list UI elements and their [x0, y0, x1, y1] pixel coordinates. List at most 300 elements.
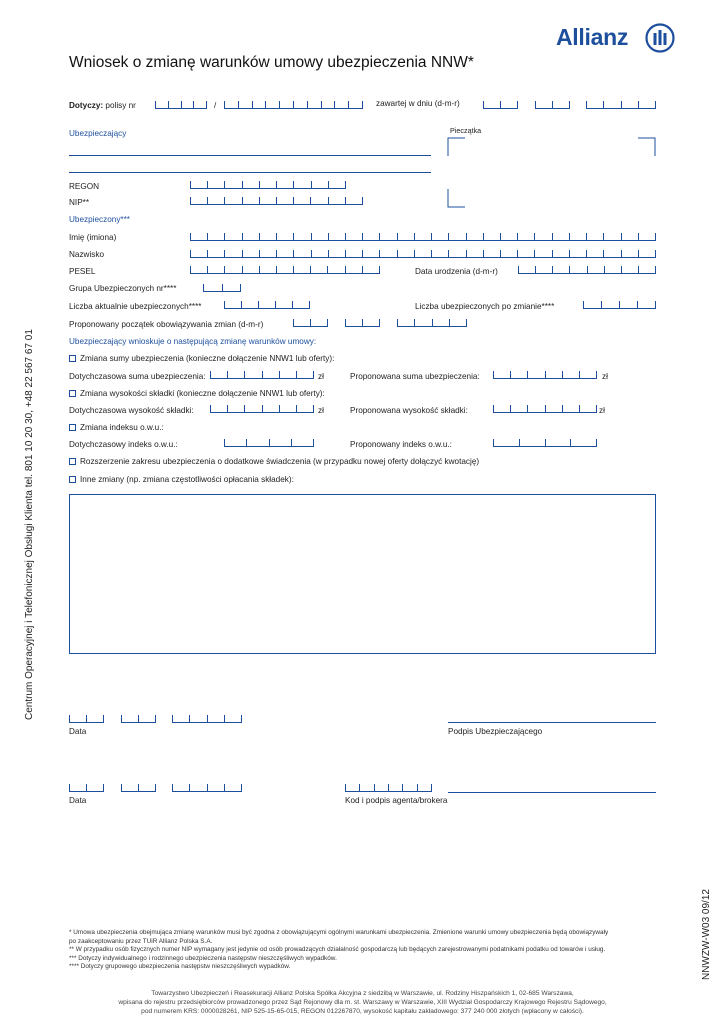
cell-divider: [552, 266, 553, 273]
cell-divider: [155, 101, 156, 108]
cell-divider: [603, 101, 604, 108]
cell-divider: [190, 181, 191, 188]
cell-divider: [246, 439, 247, 446]
cell-divider: [655, 250, 656, 257]
cell-divider: [259, 233, 260, 240]
index-current-field[interactable]: [224, 440, 314, 447]
cell-divider: [224, 181, 225, 188]
cell-divider: [269, 439, 270, 446]
cell-divider: [327, 266, 328, 273]
cell-divider: [586, 233, 587, 240]
footnotes: [69, 929, 608, 972]
cell-divider: [535, 101, 536, 108]
cell-divider: [207, 233, 208, 240]
cell-divider: [569, 233, 570, 240]
company-footer: [69, 989, 656, 1016]
stamp-label: Pieczątka: [450, 126, 482, 135]
cell-divider: [207, 197, 208, 204]
cell-divider: [448, 250, 449, 257]
cell-divider: [311, 181, 312, 188]
cell-divider: [121, 715, 122, 722]
cell-divider: [69, 715, 70, 722]
cell-divider: [291, 439, 292, 446]
current-count-field[interactable]: [224, 302, 310, 309]
cell-divider: [621, 266, 622, 273]
footnote-1-cont: po zaakceptowaniu przez TUiR Allianz Polska S.A.: [69, 937, 213, 945]
cell-divider: [362, 101, 363, 108]
cell-divider: [518, 266, 519, 273]
cell-divider: [621, 250, 622, 257]
cell-divider: [244, 405, 245, 412]
agent-signature-line[interactable]: [448, 792, 656, 793]
cell-divider: [579, 371, 580, 378]
cell-divider: [276, 181, 277, 188]
cell-divider: [500, 101, 501, 108]
pesel-label: PESEL: [69, 267, 96, 276]
cell-divider: [224, 301, 225, 308]
cell-divider: [500, 233, 501, 240]
cell-divider: [279, 371, 280, 378]
cell-divider: [402, 784, 403, 791]
nip-field[interactable]: [190, 198, 363, 205]
cell-divider: [527, 371, 528, 378]
company-footer-line-1: Towarzystwo Ubezpieczeń i Reasekuracji Allianz Polska Spółka Akcyjna z siedzibą w Warszawie, ul. Rodziny Hiszpańskich 1, 02-685 Warszawa,: [151, 990, 574, 997]
footnote-4: **** Dotyczy grupowego ubezpieczenia następstw nieszczęśliwych wypadków.: [69, 963, 291, 971]
form-code: NNWZW-W03 09/12: [701, 889, 712, 980]
cell-divider: [190, 233, 191, 240]
cell-divider: [242, 250, 243, 257]
stamp-area[interactable]: [447, 137, 657, 209]
cell-divider: [207, 266, 208, 273]
cell-divider: [417, 784, 418, 791]
cell-divider: [414, 319, 415, 326]
cell-divider: [638, 233, 639, 240]
cell-divider: [345, 181, 346, 188]
start-date-month-field[interactable]: [345, 320, 380, 327]
cell-divider: [292, 301, 293, 308]
cell-divider: [227, 405, 228, 412]
cell-divider: [313, 439, 314, 446]
cell-divider: [103, 715, 104, 722]
cell-divider: [190, 197, 191, 204]
premium-new-field[interactable]: [493, 406, 597, 413]
insured-heading: Ubezpieczony***: [69, 215, 130, 224]
cell-divider: [296, 371, 297, 378]
cell-divider: [345, 250, 346, 257]
cell-divider: [517, 101, 518, 108]
cell-divider: [190, 250, 191, 257]
start-date-day-field[interactable]: [293, 320, 328, 327]
cell-divider: [362, 233, 363, 240]
cell-divider: [190, 266, 191, 273]
agent-code-label: Kod i podpis agenta/brokera: [345, 796, 448, 805]
cell-divider: [562, 405, 563, 412]
cell-divider: [238, 101, 239, 108]
cell-divider: [604, 266, 605, 273]
other-changes-checkbox[interactable]: [69, 476, 76, 483]
cell-divider: [534, 233, 535, 240]
count-after-field[interactable]: [583, 302, 656, 309]
insurer-name-line-1[interactable]: [69, 155, 431, 156]
cell-divider: [449, 319, 450, 326]
cell-divider: [519, 439, 520, 446]
cell-divider: [103, 784, 104, 791]
cell-divider: [293, 250, 294, 257]
cell-divider: [259, 181, 260, 188]
cell-divider: [448, 233, 449, 240]
cell-divider: [293, 319, 294, 326]
cell-divider: [534, 250, 535, 257]
cell-divider: [493, 371, 494, 378]
brand-name: Allianz: [556, 24, 629, 50]
sum-new-label: Proponowana suma ubezpieczenia:: [350, 372, 480, 381]
cell-divider: [637, 301, 638, 308]
cell-divider: [345, 319, 346, 326]
cell-divider: [279, 101, 280, 108]
sign-date-1-label: Data: [69, 727, 87, 736]
cell-divider: [374, 784, 375, 791]
footnote-3: *** Dotyczy indywidualnego i rodzinnego ubezpieczenia następstw nieszczęśliwych wypadków.: [69, 954, 337, 962]
first-name-field[interactable]: [190, 234, 656, 241]
index-new-label: Proponowany indeks o.w.u.:: [350, 440, 452, 449]
cell-divider: [224, 715, 225, 722]
cell-divider: [466, 233, 467, 240]
company-footer-line-2: wpisana do rejestru przedsiębiorców prowadzonego przez Sąd Rejonowy dla m. st. Warszawy w Warszawie, XIII Wydział Gospodarczy Krajowego Rejestru Sądowego,: [118, 999, 607, 1006]
cell-divider: [224, 784, 225, 791]
cell-divider: [328, 181, 329, 188]
cell-divider: [328, 197, 329, 204]
cell-divider: [655, 266, 656, 273]
cell-divider: [587, 266, 588, 273]
cell-divider: [431, 233, 432, 240]
cell-divider: [210, 405, 211, 412]
cell-divider: [379, 266, 380, 273]
sum-new-field[interactable]: [493, 372, 597, 379]
cell-divider: [414, 233, 415, 240]
cell-divider: [328, 250, 329, 257]
cell-divider: [293, 266, 294, 273]
premium-new-currency: zł: [599, 406, 605, 415]
cell-divider: [309, 301, 310, 308]
cell-divider: [310, 197, 311, 204]
footnote-1: * Umowa ubezpieczenia obejmująca zmianę warunków musi być zgodna z obowiązującymi ogólnymi warunkami ubezpieczenia. Zmienione warunki umowy ubezpieczenia będą obowiązywały: [69, 929, 609, 936]
cell-divider: [483, 233, 484, 240]
insurer-signature-label: Podpis Ubezpieczającego: [448, 727, 543, 736]
cell-divider: [655, 101, 656, 108]
cell-divider: [86, 784, 87, 791]
cell-divider: [321, 101, 322, 108]
cell-divider: [638, 250, 639, 257]
index-change-checkbox[interactable]: [69, 424, 76, 431]
premium-current-currency: zł: [318, 406, 324, 415]
cell-divider: [586, 250, 587, 257]
cell-divider: [189, 784, 190, 791]
cell-divider: [244, 371, 245, 378]
start-date-label: Proponowany początek obowiązywania zmian (d-m-r): [69, 320, 264, 329]
index-new-field[interactable]: [493, 440, 597, 447]
sign-date-1-year-field[interactable]: [172, 716, 242, 723]
cell-divider: [517, 250, 518, 257]
cell-divider: [259, 266, 260, 273]
cell-divider: [397, 250, 398, 257]
cell-divider: [224, 101, 225, 108]
cell-divider: [638, 101, 639, 108]
policy-date-month-field[interactable]: [535, 102, 570, 109]
cell-divider: [552, 250, 553, 257]
allianz-eagle-icon: [645, 23, 675, 53]
cell-divider: [242, 266, 243, 273]
nip-label: NIP**: [69, 198, 90, 207]
sign-date-1-month-field[interactable]: [121, 716, 156, 723]
cell-divider: [242, 233, 243, 240]
cell-divider: [362, 319, 363, 326]
cell-divider: [258, 301, 259, 308]
cell-divider: [362, 266, 363, 273]
cell-divider: [69, 784, 70, 791]
cell-divider: [510, 371, 511, 378]
other-changes-textarea[interactable]: [69, 494, 656, 654]
cell-divider: [570, 439, 571, 446]
premium-change-checkbox[interactable]: [69, 390, 76, 397]
cell-divider: [241, 301, 242, 308]
cell-divider: [168, 101, 169, 108]
cell-divider: [431, 250, 432, 257]
cell-divider: [328, 233, 329, 240]
cell-divider: [345, 784, 346, 791]
cell-divider: [207, 250, 208, 257]
sign-date-2-month-field[interactable]: [121, 785, 156, 792]
cell-divider: [138, 715, 139, 722]
cell-divider: [313, 405, 314, 412]
cell-divider: [242, 197, 243, 204]
cell-divider: [596, 439, 597, 446]
cell-divider: [241, 715, 242, 722]
cell-divider: [493, 405, 494, 412]
cell-divider: [210, 371, 211, 378]
cell-divider: [224, 233, 225, 240]
current-count-label: Liczba aktualnie ubezpieczonych****: [69, 302, 202, 311]
cell-divider: [334, 101, 335, 108]
cell-divider: [265, 101, 266, 108]
cell-divider: [569, 101, 570, 108]
index-change-option[interactable]: Zmiana indeksu o.w.u.:: [69, 423, 164, 433]
count-after-label: Liczba ubezpieczonych po zmianie****: [415, 302, 555, 311]
company-footer-line-3: pod numerem KRS: 0000028261, NIP 525-15-65-015, REGON 012267870, wysokość kapitału zakładowego: 377 240 000 złotych (wpłacony w całości).: [141, 1008, 584, 1015]
cell-divider: [327, 319, 328, 326]
cell-divider: [362, 197, 363, 204]
cell-divider: [155, 715, 156, 722]
cell-divider: [203, 284, 204, 291]
index-current-label: Dotychczasowy indeks o.w.u.:: [69, 440, 178, 449]
insurer-heading: Ubezpieczający: [69, 129, 127, 138]
sign-date-2-label: Data: [69, 796, 87, 805]
cell-divider: [583, 301, 584, 308]
cell-divider: [569, 250, 570, 257]
cell-divider: [307, 101, 308, 108]
start-date-year-field[interactable]: [397, 320, 467, 327]
policy-number-field[interactable]: [224, 102, 363, 109]
regon-label: REGON: [69, 182, 100, 191]
cell-divider: [224, 197, 225, 204]
cell-divider: [193, 101, 194, 108]
policy-date-day-field[interactable]: [483, 102, 518, 109]
premium-new-label: Proponowana wysokość składki:: [350, 406, 468, 415]
sign-date-2-year-field[interactable]: [172, 785, 242, 792]
cell-divider: [601, 301, 602, 308]
cell-divider: [262, 405, 263, 412]
cell-divider: [224, 250, 225, 257]
cell-divider: [121, 784, 122, 791]
cell-divider: [621, 101, 622, 108]
cell-divider: [359, 784, 360, 791]
cell-divider: [562, 371, 563, 378]
premium-current-label: Dotychczasowa wysokość składki:: [69, 406, 194, 415]
cell-divider: [388, 784, 389, 791]
cell-divider: [621, 233, 622, 240]
insurer-signature-line[interactable]: [448, 722, 656, 723]
cell-divider: [579, 405, 580, 412]
cell-divider: [414, 250, 415, 257]
cell-divider: [638, 266, 639, 273]
cell-divider: [293, 197, 294, 204]
cell-divider: [545, 371, 546, 378]
brand-logo: [556, 24, 628, 51]
cell-divider: [293, 233, 294, 240]
cell-divider: [276, 266, 277, 273]
cell-divider: [493, 439, 494, 446]
cell-divider: [240, 284, 241, 291]
cell-divider: [206, 101, 207, 108]
policy-slash: /: [214, 101, 217, 110]
cell-divider: [293, 101, 294, 108]
cell-divider: [431, 784, 432, 791]
cell-divider: [379, 250, 380, 257]
cell-divider: [262, 371, 263, 378]
birth-date-field[interactable]: [518, 267, 656, 274]
cell-divider: [207, 715, 208, 722]
cell-divider: [276, 197, 277, 204]
cell-divider: [311, 233, 312, 240]
sum-current-currency: zł: [318, 372, 324, 381]
group-label: Grupa Ubezpieczonych nr****: [69, 284, 177, 293]
cell-divider: [252, 101, 253, 108]
cell-divider: [207, 181, 208, 188]
cell-divider: [545, 405, 546, 412]
cell-divider: [207, 784, 208, 791]
insurer-name-line-2[interactable]: [69, 172, 431, 173]
cell-divider: [224, 266, 225, 273]
sum-change-checkbox[interactable]: [69, 355, 76, 362]
cell-divider: [379, 319, 380, 326]
cell-divider: [275, 301, 276, 308]
cell-divider: [241, 784, 242, 791]
cell-divider: [86, 715, 87, 722]
cell-divider: [379, 233, 380, 240]
cell-divider: [259, 250, 260, 257]
cell-divider: [296, 405, 297, 412]
cell-divider: [138, 784, 139, 791]
group-field[interactable]: [203, 285, 241, 292]
cell-divider: [432, 319, 433, 326]
cell-divider: [172, 715, 173, 722]
birth-date-label: Data urodzenia (d-m-r): [415, 267, 498, 276]
cell-divider: [348, 101, 349, 108]
cell-divider: [276, 233, 277, 240]
extension-option[interactable]: Rozszerzenie zakresu ubezpieczenia o dodatkowe świadczenia (w przypadku nowej oferty dołączyć kwotację): [69, 457, 479, 467]
cell-divider: [155, 784, 156, 791]
cell-divider: [172, 784, 173, 791]
cell-divider: [362, 250, 363, 257]
cell-divider: [483, 101, 484, 108]
cell-divider: [655, 233, 656, 240]
cell-divider: [310, 266, 311, 273]
sum-current-field[interactable]: [210, 372, 314, 379]
last-name-label: Nazwisko: [69, 250, 105, 259]
cell-divider: [293, 181, 294, 188]
cell-divider: [279, 405, 280, 412]
cell-divider: [345, 233, 346, 240]
cell-divider: [259, 197, 260, 204]
regon-field[interactable]: [190, 182, 346, 189]
cell-divider: [397, 233, 398, 240]
cell-divider: [596, 371, 597, 378]
cell-divider: [655, 301, 656, 308]
cell-divider: [619, 301, 620, 308]
cell-divider: [466, 319, 467, 326]
sign-date-1-day-field[interactable]: [69, 716, 104, 723]
cell-divider: [189, 715, 190, 722]
cell-divider: [313, 371, 314, 378]
cell-divider: [345, 197, 346, 204]
cell-divider: [227, 371, 228, 378]
last-name-field[interactable]: [190, 251, 656, 258]
policy-label: Dotyczy: polisy nr: [69, 101, 136, 110]
cell-divider: [527, 405, 528, 412]
changes-intro: Ubezpieczający wnioskuje o następującą zmianę warunków umowy:: [69, 337, 317, 346]
cell-divider: [517, 233, 518, 240]
first-name-label: Imię (imiona): [69, 233, 117, 242]
cell-divider: [603, 250, 604, 257]
sum-current-label: Dotychczasowa suma ubezpieczenia:: [69, 372, 206, 381]
cell-divider: [224, 439, 225, 446]
cell-divider: [552, 233, 553, 240]
cell-divider: [535, 266, 536, 273]
extension-checkbox[interactable]: [69, 458, 76, 465]
pesel-field[interactable]: [190, 267, 380, 274]
cell-divider: [545, 439, 546, 446]
footnote-2: ** W przypadku osób fizycznych numer NIP wymagany jest jedynie od osób prowadzących działalność gospodarczą lub będących zarejestrowanymi podatnikami podatku od towarów i usług.: [69, 946, 606, 954]
cell-divider: [181, 101, 182, 108]
cell-divider: [596, 405, 597, 412]
contact-sidebar-text: Centrum Operacyjnej i Telefonicznej Obsługi Klienta tel. 801 10 20 30, +48 22 567 67 01: [24, 329, 35, 720]
page-title: Wniosek o zmianę warunków umowy ubezpieczenia NNW*: [69, 54, 474, 71]
agent-code-field[interactable]: [345, 785, 432, 792]
sum-change-option[interactable]: Zmiana sumy ubezpieczenia (konieczne dołączenie NNW1 lub oferty):: [69, 354, 334, 364]
cell-divider: [510, 405, 511, 412]
policy-date-label: zawartej w dniu (d-m-r): [376, 99, 460, 108]
premium-change-option[interactable]: Zmiana wysokości składki (konieczne dołączenie NNW1 lub oferty):: [69, 389, 325, 399]
policy-number-prefix-field[interactable]: [155, 102, 207, 109]
cell-divider: [310, 319, 311, 326]
cell-divider: [222, 284, 223, 291]
cell-divider: [397, 319, 398, 326]
cell-divider: [466, 250, 467, 257]
sum-new-currency: zł: [602, 372, 608, 381]
sign-date-2-day-field[interactable]: [69, 785, 104, 792]
other-changes-option[interactable]: Inne zmiany (np. zmiana częstotliwości opłacania składek):: [69, 475, 294, 485]
policy-date-year-field[interactable]: [586, 102, 656, 109]
premium-current-field[interactable]: [210, 406, 314, 413]
